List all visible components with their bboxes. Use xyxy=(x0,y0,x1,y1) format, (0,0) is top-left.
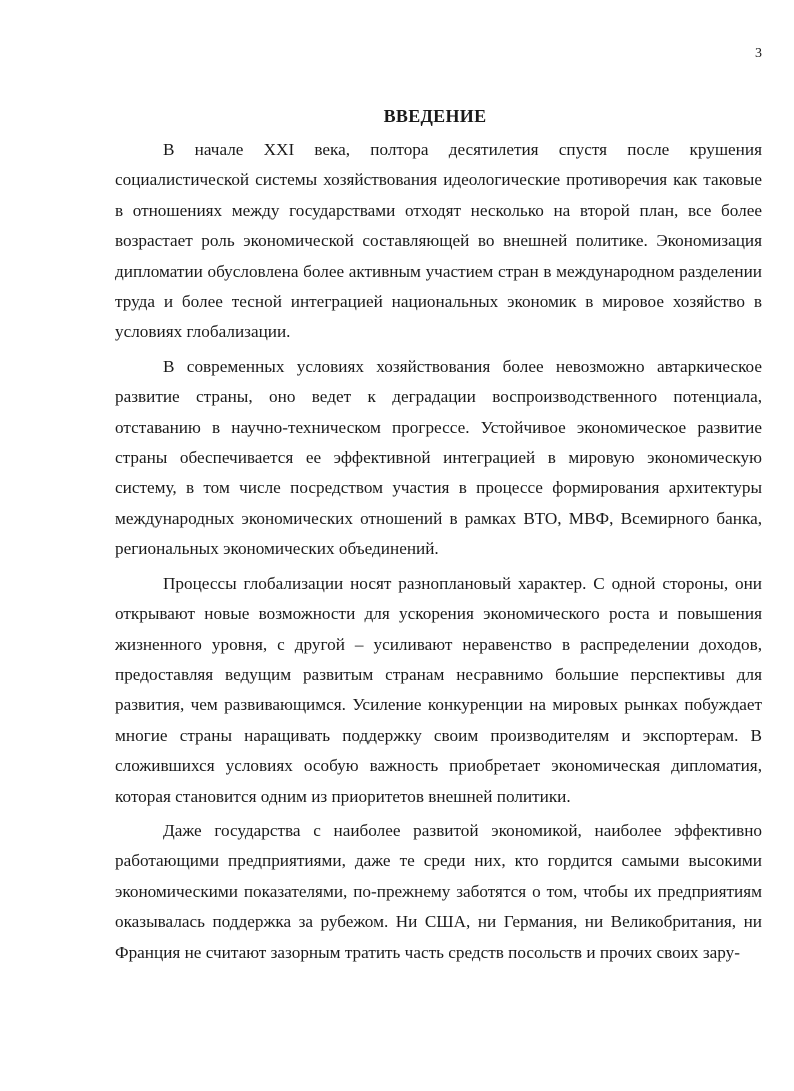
page-number: 3 xyxy=(755,46,762,61)
paragraph-2: В современных условиях хозяйствования более невозможно автаркическое развитие страны, оно ведет к деградации воспроизводственного потенциала, отставанию в научно-техническом прогрессе. Устойчивое экономическое развитие страны обеспечивается ее эффективной интеграцией в мировую экономическую систему, в том числе посредством участия в процессе формирования архитектуры международных экономических отношений в рамках ВТО, МВФ, Всемирного банка, региональных экономических объединений. xyxy=(115,356,762,559)
paragraph-4: Даже государства с наиболее развитой экономикой, наиболее эффективно работающими предприятиями, даже те среди них, кто гордится самыми высокими экономическими показателями, по-прежнему заботятся о том, чтобы их предприятиям оказывалась поддержка за рубежом. Ни США, ни Германия, ни Великобритания, ни Франция не считают зазорным тратить часть средств посольств и прочих своих зару- xyxy=(115,820,762,962)
body-text xyxy=(115,135,762,972)
paragraph-3: Процессы глобализации носят разноплановый характер. С одной стороны, они открывают новые возможности для ускорения экономического роста и повышения жизненного уровня, с другой – усиливают неравенство в распределении доходов, предоставляя ведущим развитым странам несравнимо большие перспективы для развития, чем развивающимся. Усиление конкуренции на мировых рынках побуждает многие страны наращивать поддержку своим производителям и экспортерам. В сложившихся условиях особую важность приобретает экономическая дипломатия, которая становится одним из приоритетов внешней политики. xyxy=(115,573,762,806)
paragraph-1: В начале XXI века, полтора десятилетия спустя после крушения социалистической системы хозяйствования идеологические противоречия как таковые в отношениях между государствами отходят несколько на второй план, все более возрастает роль экономической составляющей во внешней политике. Экономизация дипломатии обусловлена более активным участием стран в международном разделении труда и более тесной интеграцией национальных экономик в мировое хозяйство в условиях глобализации. xyxy=(115,140,762,342)
section-title: ВВЕДЕНИЕ xyxy=(383,106,487,126)
